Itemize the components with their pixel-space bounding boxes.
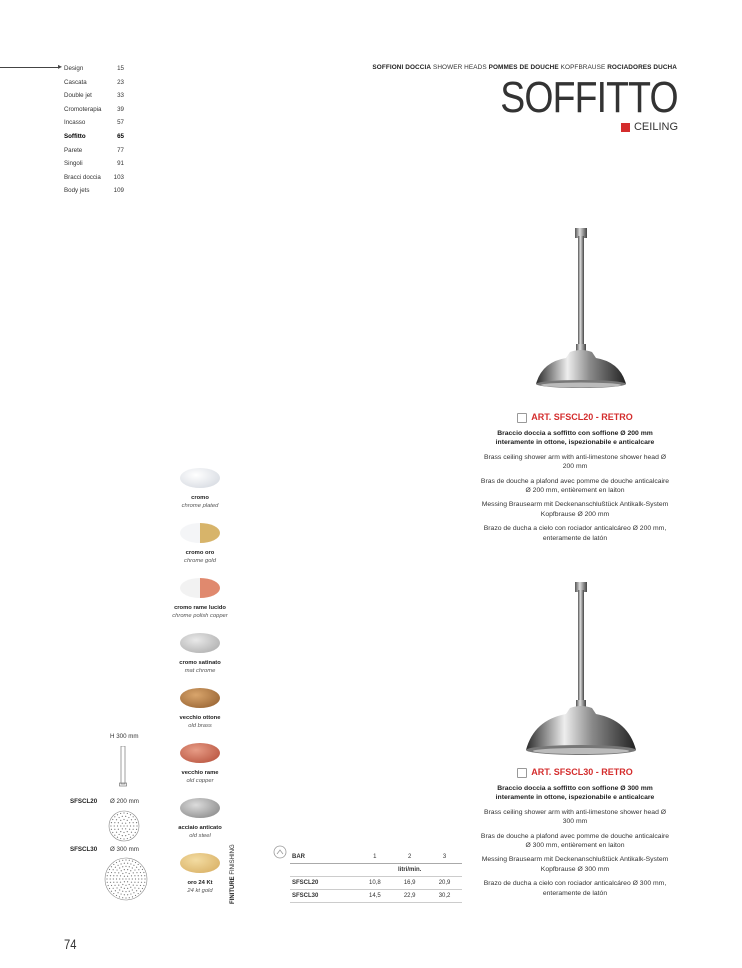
desc-es: Brazo de ducha a cielo con rociador anticalcáreo Ø 200 mm, enteramente de latón <box>483 525 667 542</box>
size-dim: Ø 300 mm <box>110 846 139 853</box>
desc-fr: Bras de douche a plafond avec pomme de douche anticalcaire Ø 200 mm, entièrement en laiton <box>480 477 670 495</box>
desc-de: Messing Brausearm mit Deckenanschlußtück Antikalk-System Kopfbrause Ø 300 mm <box>481 856 669 873</box>
mat-chrome-swatch <box>180 633 220 653</box>
index-item[interactable]: Body jets 109 <box>64 187 124 195</box>
finish-swatch[interactable]: oro 24 Kt 24 kt gold <box>170 853 230 895</box>
table-unit-row: litri/min. <box>290 864 462 877</box>
checkbox-icon[interactable] <box>517 768 527 778</box>
page-title: SOFFITTO <box>500 73 678 122</box>
index-pointer-arrow-icon: ▸ <box>58 62 63 71</box>
category-line: SOFFIONI DOCCIA SHOWER HEADS POMMES DE DOUCHE KOPFBRAUSE ROCIADORES DUCHA <box>372 64 677 71</box>
bar-gauge-icon <box>273 845 287 859</box>
size-code: SFSCL30 <box>70 846 98 853</box>
article-title: ART. SFSCL20 - RETRO <box>480 413 670 423</box>
page-number: 74 <box>64 936 77 952</box>
red-square-icon <box>621 123 630 132</box>
head-300-icon <box>104 857 148 901</box>
finish-swatch[interactable]: acciaio anticato old steel <box>170 798 230 840</box>
old-copper-swatch <box>180 743 220 763</box>
checkbox-icon[interactable] <box>517 413 527 423</box>
section-index <box>64 62 124 198</box>
finish-swatch[interactable]: cromo oro chrome gold <box>170 523 230 565</box>
product-sfscl20 <box>480 413 670 548</box>
index-pointer-line <box>0 67 60 68</box>
finish-swatch[interactable]: cromo chrome plated <box>170 468 230 510</box>
desc-it: Braccio doccia a soffitto con soffione Ø 300 mm interamente in ottone, ispezionabile e anticalcare <box>495 785 655 802</box>
finish-swatch[interactable]: cromo satinato mat chrome <box>170 633 230 675</box>
size-code: SFSCL20 <box>70 798 98 805</box>
old-steel-swatch <box>180 798 220 818</box>
page-subtitle: CEILING <box>621 121 678 133</box>
shower-head-image <box>530 226 640 392</box>
index-item[interactable]: Double jet 33 <box>64 92 124 100</box>
arm-dimension-icon <box>119 746 127 790</box>
size-dim: Ø 200 mm <box>110 798 139 805</box>
flow-table <box>290 851 462 903</box>
index-item[interactable]: Cascata 23 <box>64 78 124 86</box>
index-item-active[interactable]: Soffitto 65 <box>64 132 124 140</box>
chrome-swatch <box>180 468 220 488</box>
index-item[interactable]: Cromoterapia 39 <box>64 105 124 113</box>
old-brass-swatch <box>180 688 220 708</box>
table-header: BAR 1 2 3 <box>290 851 462 864</box>
chrome-copper-swatch <box>180 578 220 598</box>
index-item[interactable]: Incasso 57 <box>64 119 124 127</box>
article-title: ART. SFSCL30 - RETRO <box>480 768 670 778</box>
height-label: H 300 mm <box>110 733 139 740</box>
index-item[interactable]: Bracci doccia 103 <box>64 173 124 181</box>
desc-en: Brass ceiling shower arm with anti-limestone shower head Ø 200 mm <box>483 453 667 471</box>
index-item[interactable]: Parete 77 <box>64 146 124 154</box>
table-row: SFSCL30 14,5 22,9 30,2 <box>290 890 462 903</box>
desc-es: Brazo de ducha a cielo con rociador anticalcáreo Ø 300 mm, enteramente de latón <box>483 880 667 897</box>
gold-24kt-swatch <box>180 853 220 873</box>
finish-swatch[interactable]: vecchio rame old copper <box>170 743 230 785</box>
finish-swatch[interactable]: vecchio ottone old brass <box>170 688 230 730</box>
finishing-label: FINITURE FINISHING <box>230 844 236 904</box>
product-sfscl30 <box>480 768 670 903</box>
desc-fr: Bras de douche a plafond avec pomme de douche anticalcaire Ø 300 mm, entièrement en laiton <box>480 832 670 850</box>
finish-swatch[interactable]: cromo rame lucido chrome polish copper <box>170 578 230 620</box>
shower-head-image <box>524 580 644 760</box>
index-item[interactable]: Singoli 91 <box>64 160 124 168</box>
desc-en: Brass ceiling shower arm with anti-limestone shower head Ø 300 mm <box>483 808 667 826</box>
desc-de: Messing Brausearm mit Deckenanschlußtück Antikalk-System Kopfbrause Ø 200 mm <box>481 501 669 518</box>
chrome-gold-swatch <box>180 523 220 543</box>
table-row: SFSCL20 10,8 16,9 20,9 <box>290 877 462 890</box>
head-200-icon <box>108 810 140 842</box>
index-item[interactable]: Design 15 <box>64 65 124 72</box>
desc-it: Braccio doccia a soffitto con soffione Ø 200 mm interamente in ottone, ispezionabile e anticalcare <box>495 430 655 447</box>
